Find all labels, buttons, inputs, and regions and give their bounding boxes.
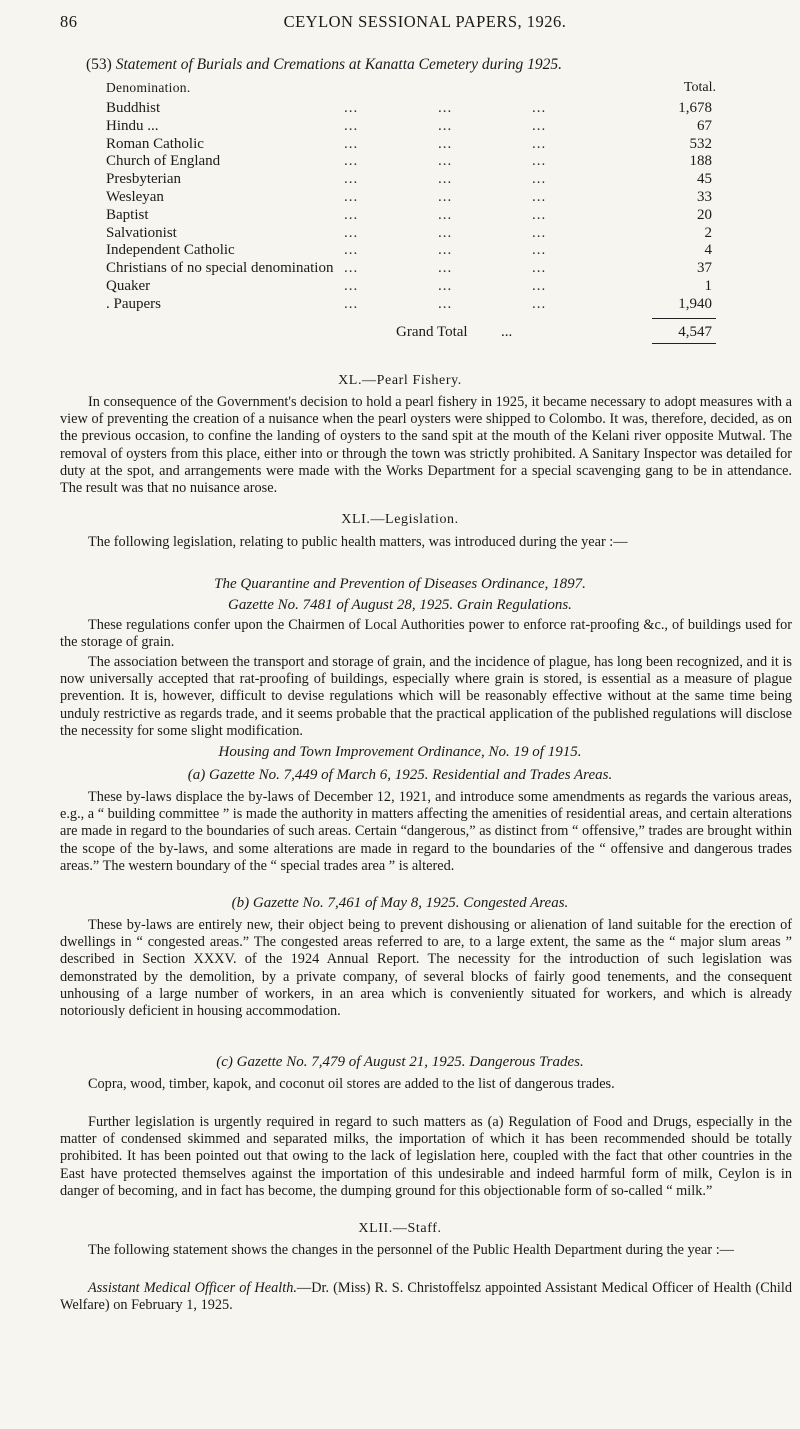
total-value: 1 xyxy=(704,277,712,294)
grand-total-value: 4,547 xyxy=(678,323,712,340)
staff-role: Assistant Medical Officer of Health. xyxy=(88,1280,297,1296)
page-header xyxy=(60,12,790,34)
subheading: Housing and Town Improvement Ordinance, No. 19 of 1915. xyxy=(218,744,582,760)
table-row: Buddhist ... ... ... 1,678 xyxy=(106,100,712,116)
denomination-name: Roman Catholic xyxy=(106,135,204,152)
running-head: CEYLON SESSIONAL PAPERS, 1926. xyxy=(283,12,567,31)
subheading: (c) Gazette No. 7,479 of August 21, 1925. Dangerous Trades. xyxy=(216,1054,584,1070)
total-value: 4 xyxy=(704,242,712,259)
denomination-name: Independent Catholic xyxy=(106,242,235,259)
paragraph: The following legislation, relating to public health matters, was introduced during the year :— xyxy=(88,534,628,550)
paragraph: The association between the transport and storage of grain, and the incidence of plague, has long been recognized, and it is now universally accepted that rat-proofing of buildings, especially where grain is stored, is essential as a measure of plague prevention. It is, however, difficult to devise regulations which will be reasonably effective without at the same time being unduly restrictive as regards trade, and it seems probable that the practical application of the published regulations will disclose the necessity for some slight modification. xyxy=(60,654,792,739)
section-heading-staff: XLII.—Staff. xyxy=(358,1221,442,1236)
paragraph: These by-laws displace the by-laws of December 12, 1921, and introduce some amendments as regards the various areas, e.g., a “ building committee ” is made the authority in matters affecting the amenities of residential areas, and certain alterations are made in regard to the boundaries of such areas. Certain “dangerous,” as distinct from “ offensive,” trades are brought within the scope of the by-laws, and some alterations are made in regard to the boundaries of the “ offensive and dangerous trades areas.” The western boundary of the “ special trades area ” is altered. xyxy=(60,789,792,874)
table-number: (53) xyxy=(86,56,112,73)
total-value: 532 xyxy=(689,135,712,152)
grand-total-row xyxy=(106,322,716,342)
table-row: Church of England ... ... ... 188 xyxy=(106,153,712,170)
table-row: Wesleyan ... ... ... 33 xyxy=(106,188,712,205)
table-body xyxy=(106,100,716,314)
paragraph: In consequence of the Government's decision to hold a pearl fishery in 1925, it became necessary to adopt measures with a view of preventing the creation of a nuisance when the pearl oysters were shipped to Colombo. It was, therefore, decided, as on the previous occasion, to confine the landing of oysters to the sand spit at the mouth of the Kelani river opposite Mutwal. The removal of oysters from this place, either into or through the town was strictly prohibited. A Sanitary Inspector was detailed for duty at the spot, and arrangements were made with the Works Department for a special scavenging gang to be in attendance. The result was that no nuisance arose. xyxy=(60,394,792,497)
table-row: Quaker ... ... ... 1 xyxy=(106,277,712,294)
section-heading-pearl-fishery: XL.—Pearl Fishery. xyxy=(338,373,462,388)
denomination-name: Hindu ... xyxy=(106,117,159,134)
total-value: 2 xyxy=(704,224,712,241)
table-row: Presbyterian ... ... ... 45 xyxy=(106,171,712,188)
denomination-name: Christians of no special denomination xyxy=(106,260,334,277)
table-row: Salvationist ... ... ... 2 xyxy=(106,224,712,241)
section-heading-legislation: XLI.—Legislation. xyxy=(341,512,459,527)
table-header xyxy=(106,80,716,100)
col-denomination: Denomination. xyxy=(106,80,191,95)
paragraph: These regulations confer upon the Chairmen of Local Authorities power to enforce rat-proofing &c., of buildings used for the storage of grain. xyxy=(60,617,792,651)
leader-dots: ... xyxy=(501,323,513,340)
grand-total-rule xyxy=(652,343,716,344)
total-value: 20 xyxy=(697,206,712,223)
paragraph: The following statement shows the changes in the personnel of the Public Health Department during the year :— xyxy=(88,1242,734,1258)
staff-change: —Dr. (Miss) R. S. Christoffelsz appointed Assistant Medical Officer of Health (Child Welfare) on February 1, 1925. xyxy=(60,1280,792,1314)
table-row: Baptist ... ... ... 20 xyxy=(106,206,712,223)
subheading: (a) Gazette No. 7,449 of March 6, 1925. Residential and Trades Areas. xyxy=(187,767,613,783)
subheading: (b) Gazette No. 7,461 of May 8, 1925. Congested Areas. xyxy=(231,895,569,911)
paragraph: Copra, wood, timber, kapok, and coconut oil stores are added to the list of dangerous trades. xyxy=(88,1076,615,1092)
page-number: 86 xyxy=(60,12,78,31)
denomination-name: . Paupers xyxy=(106,295,161,312)
grand-total-label: Grand Total xyxy=(396,323,468,340)
table-row: Independent Catholic ... ... ... 4 xyxy=(106,242,712,259)
total-rule xyxy=(652,318,716,319)
total-value: 188 xyxy=(689,153,712,170)
total-value: 45 xyxy=(697,171,712,188)
paragraph: Further legislation is urgently required in regard to such matters as (a) Regulation of Food and Drugs, especially in the matter of condensed skimmed and separated milks, the importation of which it has been recommended should be totally prohibited. It has been pointed out that owing to the lack of legislation here, coupled with the fact that other countries in the East have protected themselves against the importation of this undesirable and indeed harmful form of milk, Ceylon is in danger of becoming, and in fact has become, the dumping ground for this objectionable form of so-called “ milk.” xyxy=(60,1114,792,1199)
table-row: Roman Catholic ... ... ... 532 xyxy=(106,135,712,152)
burials-table-title xyxy=(86,56,786,74)
paragraph: These by-laws are entirely new, their object being to prevent dishousing or alienation of land suitable for the erection of dwellings in “ congested areas.” The congested areas referred to are, to a large extent, the same as the “ major slum areas ” described in Section XXXV. of the 1924 Annual Report. The necessity for the introduction of such legislation was demonstrated by the demolition, by a private company, of several blocks of fairly good tenements, and the consequent unhousing of a large number of workers, in an area which is conveniently situated for workers, and which is already notoriously deficient in housing accommodation. xyxy=(60,917,792,1020)
total-value: 67 xyxy=(697,117,712,134)
denomination-name: Wesleyan xyxy=(106,188,164,205)
table-row: Hindu ... ... ... ... 67 xyxy=(106,117,712,134)
table-title-text: Statement of Burials and Cremations at Kanatta Cemetery during 1925. xyxy=(115,56,563,73)
denomination-name: Buddhist xyxy=(106,100,161,116)
total-value: 33 xyxy=(697,188,712,205)
denomination-name: Quaker xyxy=(106,277,151,294)
total-value: 37 xyxy=(697,260,712,277)
total-value: 1,940 xyxy=(678,295,712,312)
subheading: Gazette No. 7481 of August 28, 1925. Grain Regulations. xyxy=(228,597,572,613)
table-row: Christians of no special denomination ... ... ... 37 xyxy=(106,260,712,277)
total-value: 1,678 xyxy=(678,100,712,116)
denomination-name: Salvationist xyxy=(106,224,177,241)
paragraph xyxy=(60,1280,792,1314)
denomination-name: Church of England xyxy=(106,153,221,170)
col-total: Total. xyxy=(683,80,716,95)
burials-table xyxy=(106,80,716,348)
denomination-name: Presbyterian xyxy=(106,171,181,188)
table-row: . Paupers ... ... ... 1,940 xyxy=(106,295,712,312)
subheading: The Quarantine and Prevention of Diseases Ordinance, 1897. xyxy=(214,576,586,592)
denomination-name: Baptist xyxy=(106,206,149,223)
